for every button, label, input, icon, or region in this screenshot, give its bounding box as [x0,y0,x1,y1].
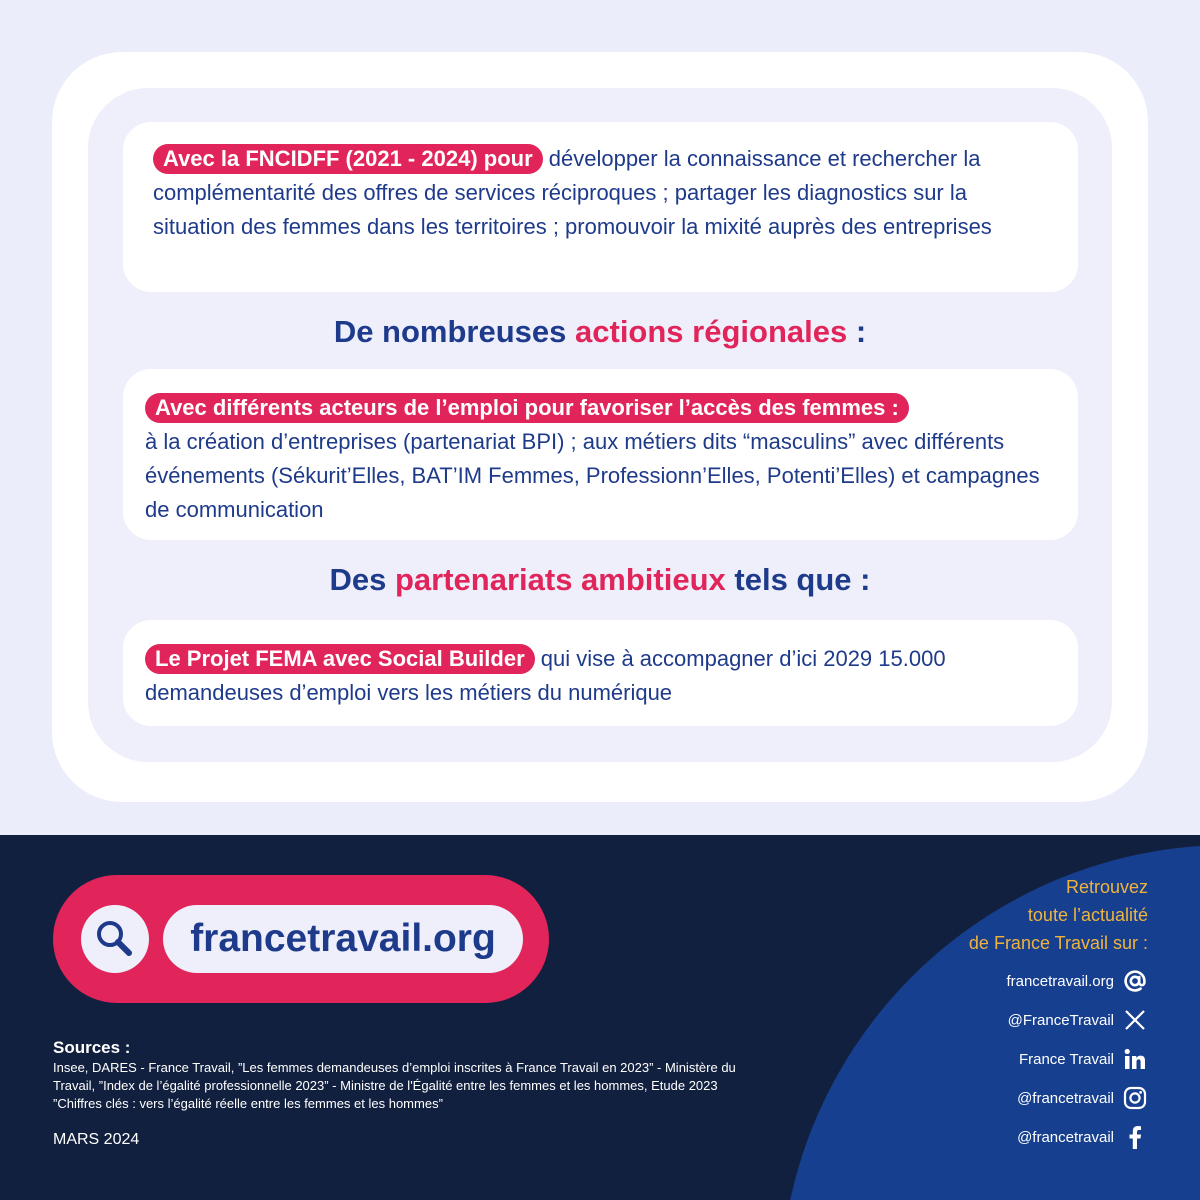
heading-before: De nombreuses [333,314,576,349]
sources-text: Insee, DARES - France Travail, ”Les femmes demandeuses d’emploi inscrites à France Travail en 2023” - Ministère du Travail, ”Index de l’égalité professionnelle 2023” - Ministre de l'Égalité entre les femmes et les hommes, Etude 2023 ”Chiffres clés : vers l’égalité réelle entre les femmes et les hommes” [53,1060,736,1111]
social-linkedin[interactable] [1006,1046,1148,1072]
card-lead: Le Projet FEMA avec Social Builder [145,644,535,674]
search-icon-circle [81,905,149,973]
facebook-icon[interactable] [1122,1124,1148,1150]
footer [0,835,1200,1200]
social-x[interactable] [1006,1007,1148,1033]
card-text: qui vise à accompagner d’ici 2029 15.000 demandeuses d’emploi vers les métiers du numérique [145,646,946,705]
regional-actions-heading [0,314,1200,350]
follow-us-text [969,873,1148,957]
fema-project-card [123,620,1078,726]
sources-title: Sources : [53,1038,131,1057]
at-icon[interactable] [1122,968,1148,994]
social-facebook[interactable] [1006,1124,1148,1150]
social-label[interactable]: France Travail [1018,1050,1114,1068]
follow-us-line: toute l’actualité [1027,905,1148,925]
search-icon [93,917,137,961]
card-text: à la création d’entreprises (partenariat BPI) ; aux métiers dits “masculins” avec différents événements (Sékurit’Elles, BAT’IM Femmes, Professionn’Elles, Potenti’Elles) et campagnes de communication [145,429,1040,522]
social-label[interactable]: @francetravail [1017,1089,1114,1107]
social-label[interactable]: francetravail.org [1006,972,1114,990]
linkedin-icon[interactable] [1122,1046,1148,1072]
social-instagram[interactable] [1006,1085,1148,1111]
heading-after: tels que : [725,562,871,597]
social-links [1006,968,1148,1163]
follow-us-line: Retrouvez [1065,877,1148,897]
fncidff-card [123,122,1078,292]
card-lead: Avec la FNCIDFF (2021 - 2024) pour [153,144,543,174]
follow-us-line: de France Travail sur : [968,933,1148,953]
partnerships-heading [0,562,1200,598]
social-label[interactable]: @francetravail [1017,1128,1114,1146]
instagram-icon[interactable] [1122,1085,1148,1111]
x-icon[interactable] [1122,1007,1148,1033]
social-website[interactable] [1006,968,1148,994]
publication-date: MARS 2024 [53,1131,140,1148]
sources [53,1038,753,1113]
card-text: développer la connaissance et rechercher la complémentarité des offres de services réciproques ; partager les diagnostics sur la situation des femmes dans les territoires ; promouvoir la mixité auprès des entreprises [153,146,992,239]
card-lead: Avec différents acteurs de l’emploi pour favoriser l’accès des femmes : [145,393,909,423]
heading-highlight: actions régionales [575,314,848,349]
heading-after: : [847,314,867,349]
search-bar[interactable] [53,875,549,1003]
search-url[interactable]: francetravail.org [163,905,523,973]
heading-highlight: partenariats ambitieux [394,562,726,597]
heading-before: Des [329,562,395,597]
social-label[interactable]: @FranceTravail [1007,1011,1114,1029]
employment-actors-card [123,369,1078,540]
